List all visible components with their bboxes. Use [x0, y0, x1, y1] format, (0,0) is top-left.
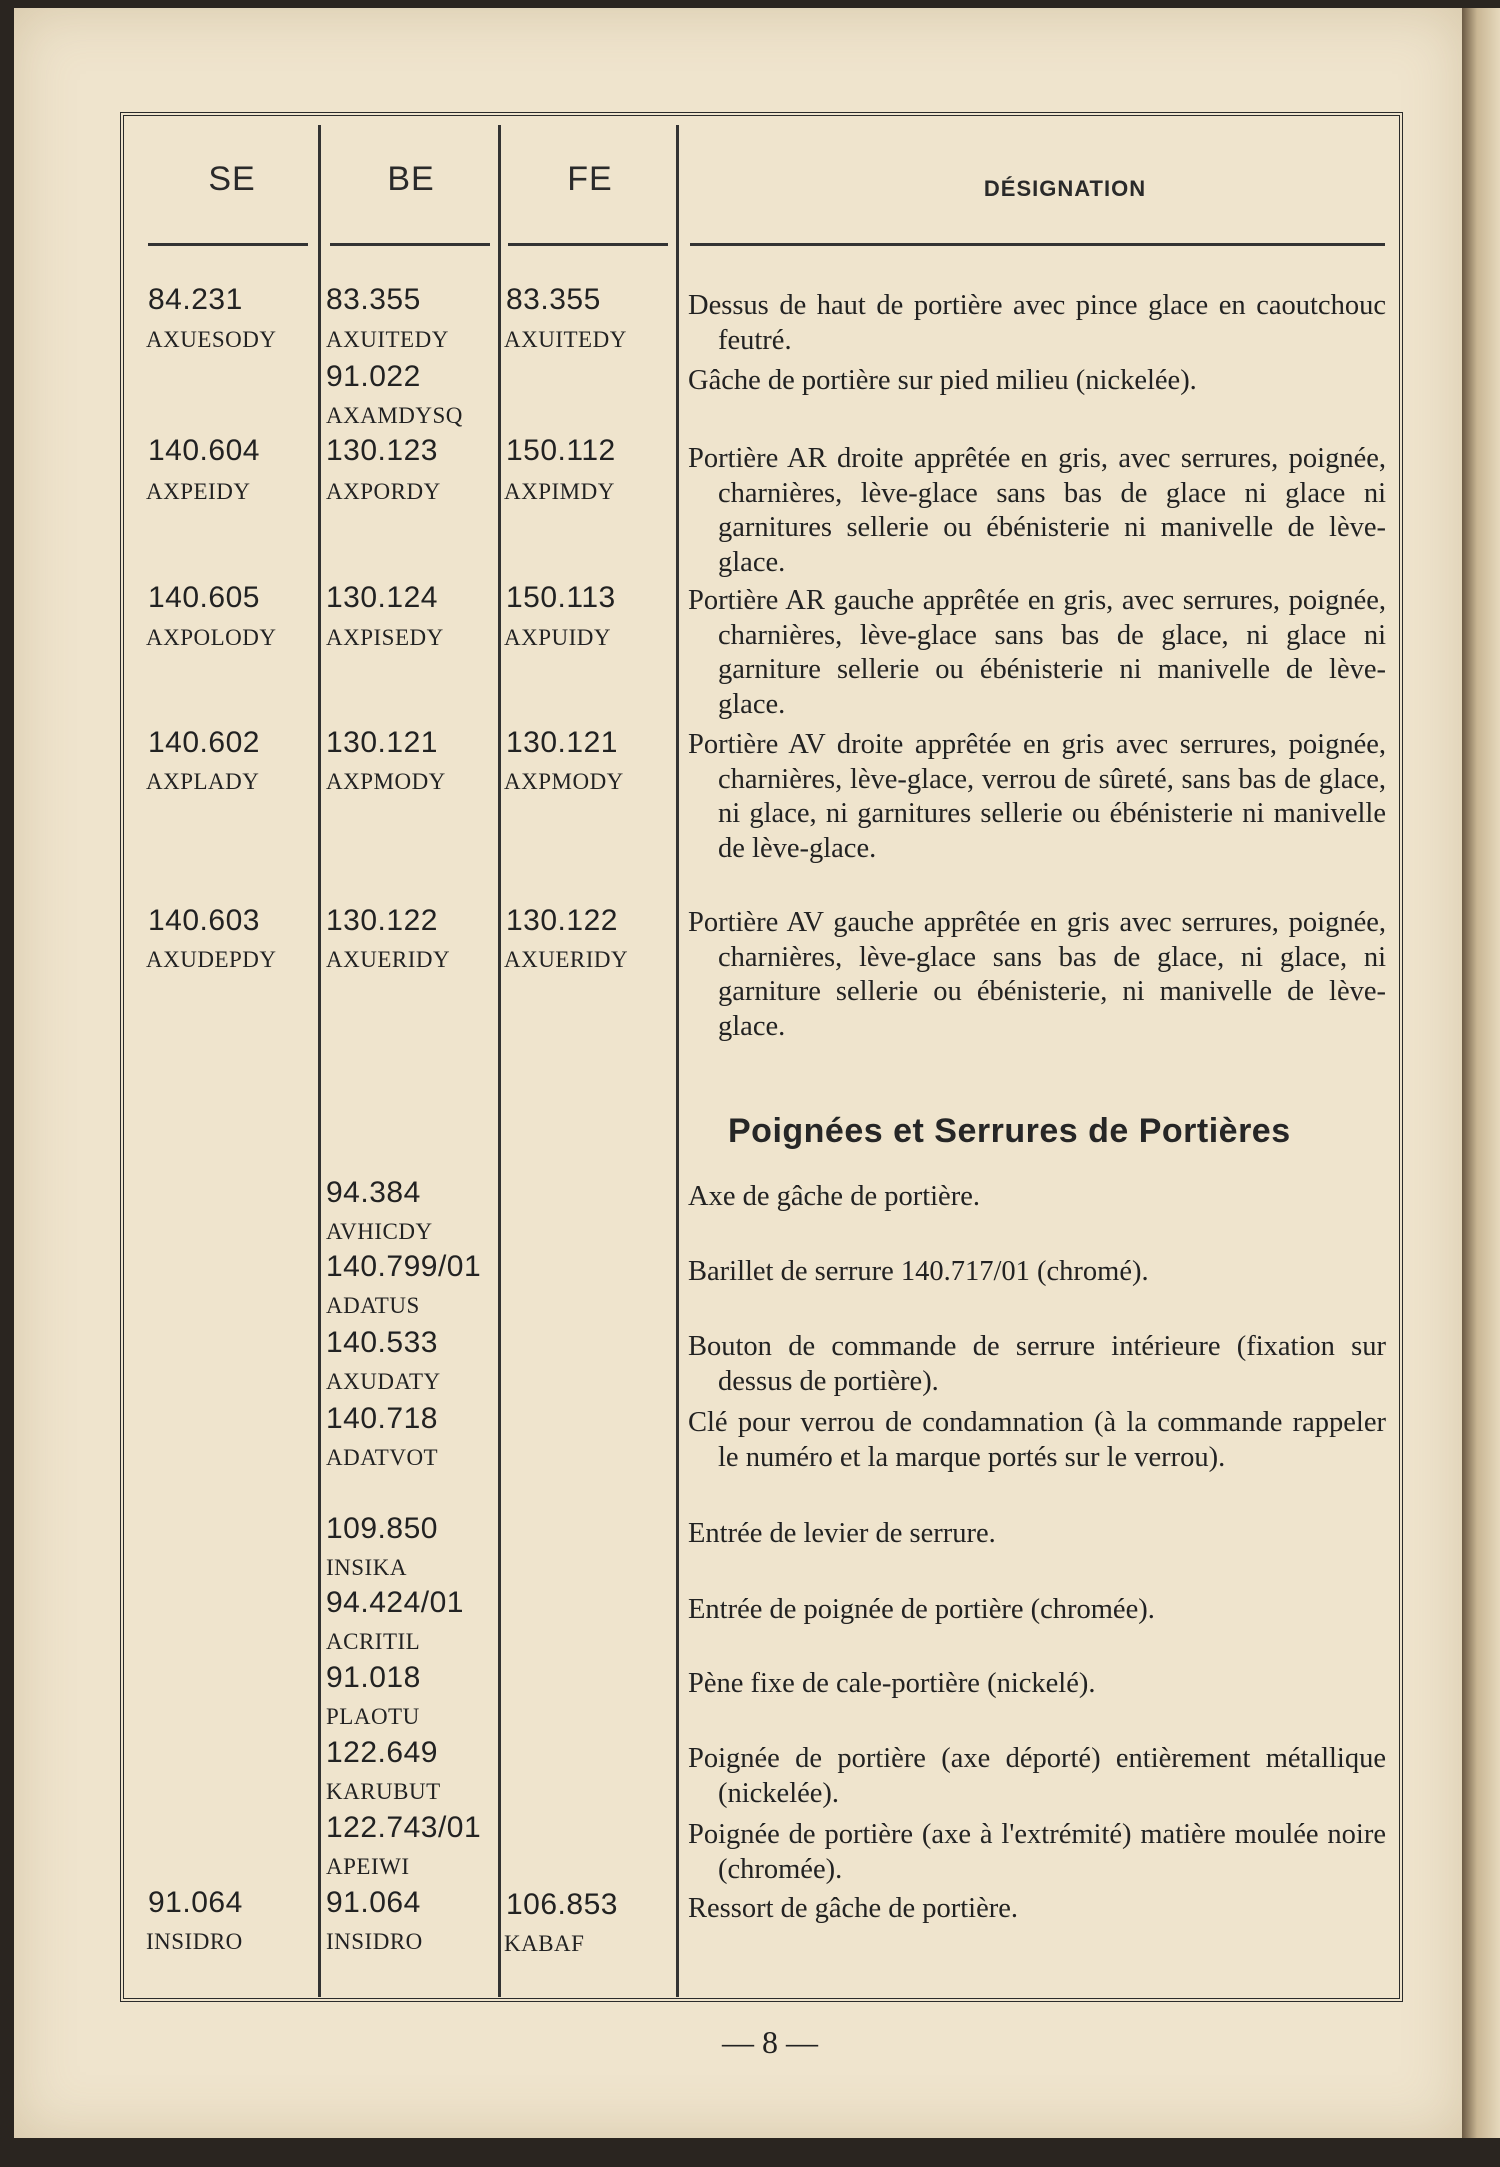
se-number: 140.604	[148, 434, 260, 467]
se-code: AXPOLODY	[146, 625, 277, 650]
be-code: ACRITIL	[326, 1629, 421, 1654]
fe-number: 130.121	[506, 726, 618, 759]
fe-code: AXPUIDY	[504, 625, 611, 650]
be-number: 91.022	[326, 360, 421, 393]
fe-number: 83.355	[506, 283, 601, 316]
be-number: 109.850	[326, 1512, 438, 1545]
be-code: INSIDRO	[326, 1929, 423, 1954]
be-number: 130.124	[326, 581, 438, 614]
be-code: AXUITEDY	[326, 327, 449, 352]
designation-text: Portière AR gauche apprêtée en gris, avec serrures, poignée, charnières, lève-glace sans bas de glace, ni glace ni garniture sellerie ou ébénisterie ni manivelle de lève-glace.	[688, 585, 1386, 720]
se-code: INSIDRO	[146, 1929, 243, 1954]
fe-number: 106.853	[506, 1888, 618, 1921]
designation-text: Entrée de levier de serrure.	[688, 1518, 996, 1549]
designation-text: Entrée de poignée de portière (chromée).	[688, 1594, 1155, 1625]
be-number: 94.424/01	[326, 1586, 464, 1619]
header-rule-se	[148, 243, 308, 246]
be-code: ADATUS	[326, 1293, 420, 1318]
be-code: AXPISEDY	[326, 625, 444, 650]
column-header-be: BE	[387, 160, 435, 198]
se-code: AXUESODY	[146, 327, 277, 352]
designation-text: Portière AV droite apprêtée en gris avec serrures, poignée, charnières, lève-glace, verrou de sûreté, sans bas de glace, ni glace, ni garnitures sellerie ou ébénisterie ni manivelle de lève-glace.	[688, 729, 1386, 864]
be-number: 94.384	[326, 1176, 421, 1209]
be-code: AXAMDYSQ	[326, 403, 463, 428]
be-number: 130.121	[326, 726, 438, 759]
designation-text: Portière AR droite apprêtée en gris, avec serrures, poignée, charnières, lève-glace sans bas de glace ni glace ni garnitures sellerie ou ébénisterie ni manivelle de lève-glace.	[688, 443, 1386, 578]
designation-text: Dessus de haut de portière avec pince glace en caoutchouc feutré.	[688, 290, 1386, 356]
column-header-se: SE	[208, 160, 256, 198]
be-number: 91.064	[326, 1886, 421, 1919]
se-number: 140.602	[148, 726, 260, 759]
be-code: INSIKA	[326, 1555, 407, 1580]
fe-code: AXUERIDY	[504, 947, 629, 972]
designation-text: Barillet de serrure 140.717/01 (chromé).	[688, 1256, 1149, 1287]
se-number: 140.605	[148, 581, 260, 614]
be-code: KARUBUT	[326, 1779, 441, 1804]
se-code: AXUDEPDY	[146, 947, 277, 972]
column-rule-1	[318, 125, 321, 1997]
fe-number: 150.113	[506, 581, 616, 614]
header-rule-be	[330, 243, 490, 246]
column-header-designation: DÉSIGNATION	[983, 176, 1147, 201]
be-code: AXPORDY	[326, 479, 441, 504]
se-number: 140.603	[148, 904, 260, 937]
fe-code: AXPMODY	[504, 769, 624, 794]
header-rule-fe	[508, 243, 668, 246]
fe-number: 130.122	[506, 904, 618, 937]
header-rule-designation	[690, 243, 1385, 246]
page-edge	[1462, 8, 1500, 2138]
designation-text: Clé pour verrou de condamnation (à la commande rappeler le numéro et la marque portés sur le verrou).	[688, 1407, 1386, 1473]
se-code: AXPEIDY	[146, 479, 251, 504]
designation-text: Axe de gâche de portière.	[688, 1181, 980, 1212]
designation-text: Poignée de portière (axe déporté) entièrement métallique (nickelée).	[688, 1743, 1386, 1809]
be-number: 140.718	[326, 1402, 438, 1435]
designation-text: Pène fixe de cale-portière (nickelé).	[688, 1668, 1096, 1699]
se-number: 91.064	[148, 1886, 243, 1919]
designation-text: Bouton de commande de serrure intérieure (fixation sur dessus de portière).	[688, 1331, 1386, 1397]
be-code: ADATVOT	[326, 1445, 439, 1470]
designation-text: Gâche de portière sur pied milieu (nickelée).	[688, 365, 1197, 396]
be-code: PLAOTU	[326, 1704, 420, 1729]
page-number: — 8 —	[722, 2024, 818, 2060]
designation-text: Poignée de portière (axe à l'extrémité) matière moulée noire (chromée).	[688, 1819, 1386, 1885]
column-header-fe: FE	[567, 160, 613, 198]
fe-number: 150.112	[506, 434, 616, 467]
be-code: AVHICDY	[326, 1219, 433, 1244]
be-number: 130.122	[326, 904, 438, 937]
fe-code: AXUITEDY	[504, 327, 627, 352]
be-code: AXUERIDY	[326, 947, 451, 972]
be-number: 122.649	[326, 1736, 438, 1769]
column-rule-3	[676, 125, 679, 1997]
be-number: 130.123	[326, 434, 438, 467]
section-title: Poignées et Serrures de Portières	[728, 1112, 1291, 1150]
se-number: 84.231	[148, 283, 243, 316]
designation-text: Portière AV gauche apprêtée en gris avec serrures, poignée, charnières, lève-glace sans bas de glace, ni glace, ni garniture sellerie ou ébénisterie, ni manivelle de lève-glace.	[688, 907, 1386, 1042]
be-code: AXPMODY	[326, 769, 446, 794]
be-code: APEIWI	[326, 1854, 410, 1879]
be-number: 140.533	[326, 1326, 438, 1359]
se-code: AXPLADY	[146, 769, 260, 794]
designation-text: Ressort de gâche de portière.	[688, 1893, 1018, 1924]
be-code: AXUDATY	[326, 1369, 441, 1394]
fe-code: KABAF	[504, 1931, 585, 1956]
be-number: 140.799/01	[326, 1250, 482, 1283]
fe-code: AXPIMDY	[504, 479, 615, 504]
be-number: 83.355	[326, 283, 421, 316]
column-rule-2	[498, 125, 501, 1997]
be-number: 91.018	[326, 1661, 421, 1694]
be-number: 122.743/01	[326, 1811, 482, 1844]
